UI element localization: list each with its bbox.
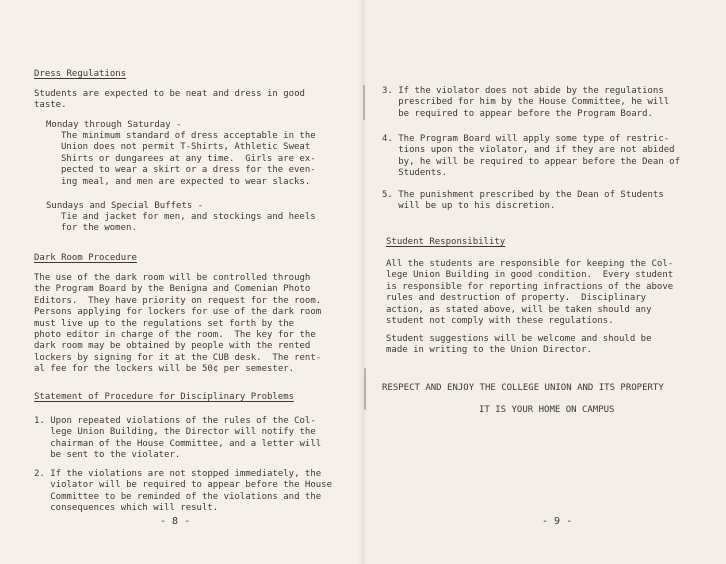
procedure-item-3: 3. If the violator does not abide by the regulations prescribed for him by the House Committee, he will be required to appear before the Program Board. bbox=[382, 86, 670, 119]
student-suggestions-text: Student suggestions will be welcome and should be made in writing to the Union Director. bbox=[386, 334, 652, 356]
student-responsibility-heading: Student Responsibility bbox=[386, 237, 506, 247]
disciplinary-heading: Statement of Procedure for Disciplinary Problems bbox=[34, 392, 295, 402]
sundays-buffets-text: Tie and jacket for men, and stockings and heels for the women. bbox=[61, 212, 316, 234]
sundays-buffets-heading: Sundays and Special Buffets - bbox=[46, 201, 204, 211]
procedure-item-1: 1. Upon repeated violations of the rules of the Col- lege Union Building, the Director will notify the chairman of the House Committee, and a letter will be sent to the violater. bbox=[34, 416, 322, 461]
dress-intro-text: Students are expected to be neat and dress in good taste. bbox=[34, 89, 305, 111]
dress-regulations-heading: Dress Regulations bbox=[34, 69, 127, 79]
staple-mark-top bbox=[363, 85, 365, 120]
dark-room-text: The use of the dark room will be controlled through the Program Board by the Benigna and Comenian Photo Editors. They have priority on request for the room. Persons applying for lockers for use of the dark room must live up to the regulations set forth by the photo editor in charge of the room. The key for the dark room may be obtained by people with the rented lockers by signing for it at the CUB desk. The rent- al fee for the lockers will be 50¢ per semester. bbox=[34, 273, 322, 375]
procedure-item-5: 5. The punishment prescribed by the Dean of Students will be up to his discretion. bbox=[382, 190, 664, 212]
monday-saturday-heading: Monday through Saturday - bbox=[46, 120, 182, 130]
page-number-left: - 8 - bbox=[160, 516, 191, 527]
procedure-item-4: 4. The Program Board will apply some type of restric- tions upon the violator, and if they are not abided by, he will be required to appear before the Dean of Students. bbox=[382, 134, 681, 179]
student-responsibility-text: All the students are responsible for keeping the Col- lege Union Building in good condition. Every student is responsible for reporting infractions of the above rules and destruction of property. Disciplinary action, as stated above, will be taken should any student not comply with these regulations. bbox=[386, 259, 674, 327]
closing-line-1: RESPECT AND ENJOY THE COLLEGE UNION AND ITS PROPERTY bbox=[382, 383, 664, 393]
right-page bbox=[363, 0, 726, 564]
dark-room-heading: Dark Room Procedure bbox=[34, 253, 137, 263]
monday-saturday-text: The minimum standard of dress acceptable in the Union does not permit T-Shirts, Athletic Sweat Shirts or dungarees at any time. Girls are ex- pected to wear a skirt or a dress for the even- ing meal, and men are expected to wear slacks. bbox=[61, 131, 316, 187]
closing-line-2: IT IS YOUR HOME ON CAMPUS bbox=[479, 405, 615, 415]
staple-mark-bottom bbox=[364, 368, 366, 410]
procedure-item-2: 2. If the violations are not stopped immediately, the violator will be required to appear before the House Committee to be reminded of the violations and the consequences which will result. bbox=[34, 469, 333, 514]
page-number-right: - 9 - bbox=[542, 516, 573, 527]
